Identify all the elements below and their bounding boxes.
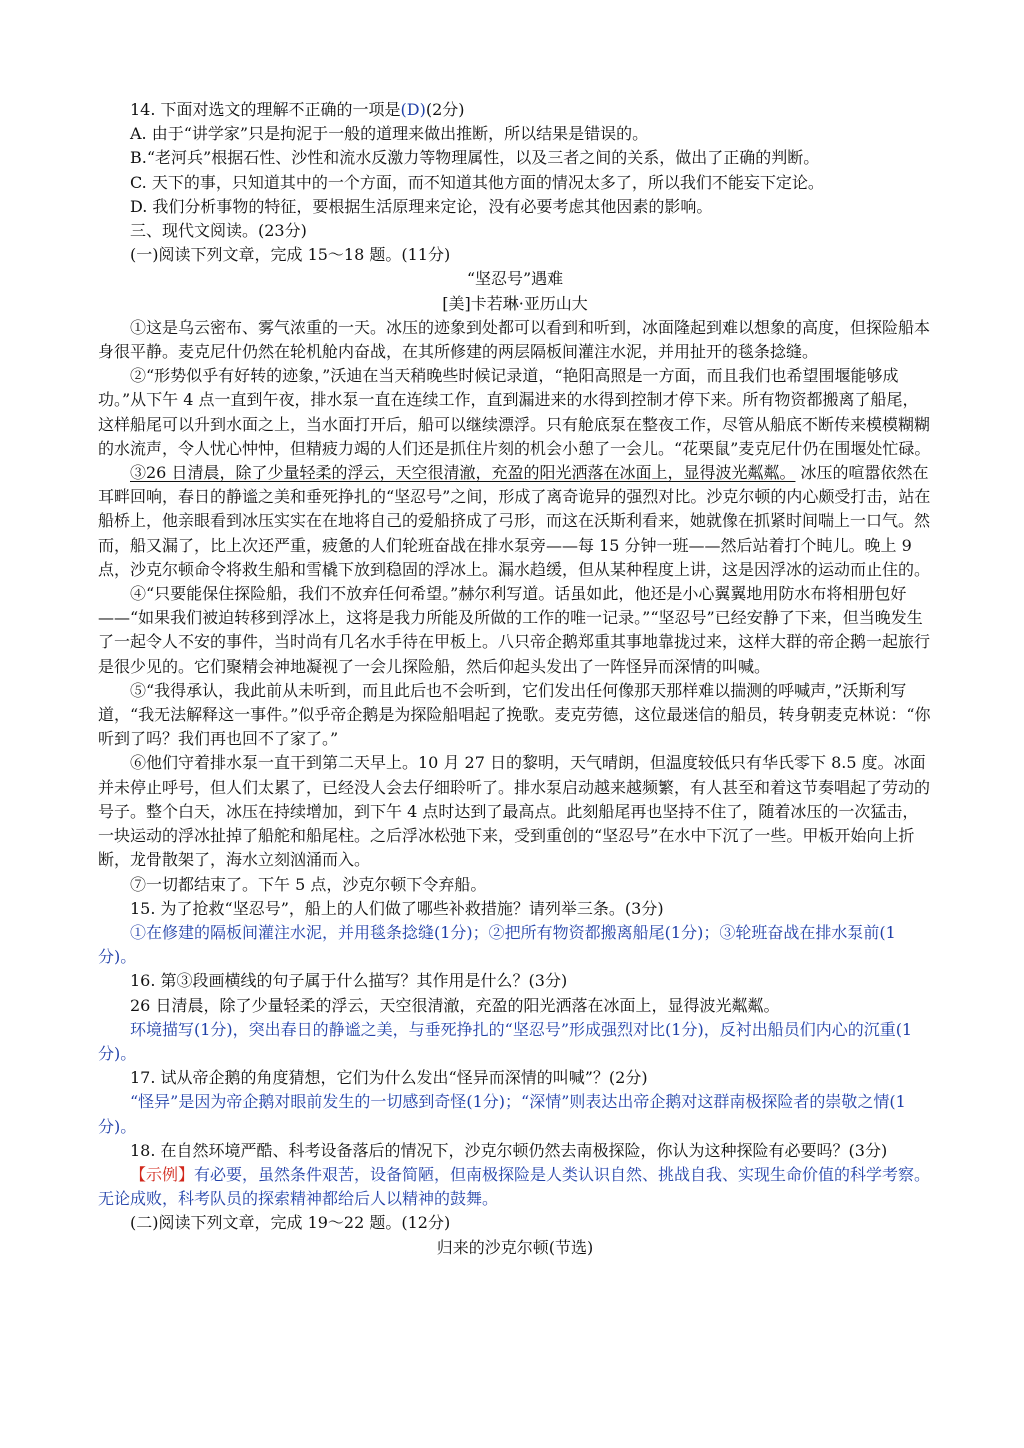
article1-author: [美]卡若琳·亚历山大 — [442, 293, 588, 313]
article1-paragraph-4: ④“只要能保住探险船，我们不放弃任何希望。”赫尔利写道。话虽如此，他还是小心翼翼地用防水布将相册包好——“如果我们被迫转移到浮冰上，这将是我力所能及所做的工作的唯一记录。”“坚忍号”已经安静了下来，但当晚发生了一起令人不安的事件，当时尚有几名水手待在甲板上。八只帝企鹅郑重其事地靠拢过来，这样大群的帝企鹅一起旅行是很少见的。它们聚精会神地凝视了一会儿探险船，然后仰起头发出了一阵怪异而深情的叫喊。 — [98, 584, 931, 676]
q16-stem: 16. 第③段画横线的句子属于什么描写？其作用是什么？(3分) — [130, 971, 568, 991]
article1-title: “坚忍号”遇难 — [466, 269, 564, 289]
q14-option-c: C. 天下的事，只知道其中的一个方面，而不知道其他方面的情况太多了，所以我们不能妄下定论。 — [130, 172, 824, 192]
q14-answer: (D) — [400, 100, 426, 119]
q18-answer: 【示例】有必要，虽然条件艰苦，设备简陋，但南极探险是人类认识自然、挑战自我、实现生命价值的科学考察。无论成败，科考队员的探索精神都给后人以精神的鼓舞。 — [98, 1164, 931, 1209]
q18-stem: 18. 在自然环境严酷、科考设备落后的情况下，沙克尔顿仍然去南极探险，你认为这种探险有必要吗？(3分) — [130, 1140, 888, 1160]
part2-heading: (二)阅读下列文章，完成 19～22 题。(12分) — [130, 1213, 451, 1233]
part2-title: 归来的沙克尔顿(节选) — [436, 1237, 594, 1257]
q14-option-a: A. 由于“讲学家”只是拘泥于一般的道理来做出推断，所以结果是错误的。 — [130, 124, 649, 144]
article1-paragraph-2: ②“形势似乎有好转的迹象，”沃迪在当天稍晚些时候记录道，“艳阳高照是一方面，而且我们也希望围堰能够成功。”从下午 4 点一直到午夜，排水泵一直在连续工作，直到漏进来的水得到控制才停下来。所有物资都搬离了船尾，这样船尾可以升到水面之上，当水面打开后，船可以继续漂浮。只有舱底泵在整夜工作，尽管从船底不断传来模模糊糊的水流声，令人忧心忡忡，但精疲力竭的人们还是抓住片刻的机会小憩了一会儿。“花栗鼠”麦克尼什仍在围堰处忙碌。 — [98, 366, 931, 458]
article1-paragraph-1: ①这是乌云密布、雾气浓重的一天。冰压的迹象到处都可以看到和听到，冰面隆起到难以想象的高度，但探险船本身很平静。麦克尼什仍然在轮机舱内奋战，在其所修建的两层隔板间灌注水泥，并用扯开的毯条捻缝。 — [98, 317, 931, 362]
article1-paragraph-6: ⑥他们守着排水泵一直干到第二天早上。10 月 27 日的黎明，天气晴朗，但温度较低只有华氏零下 8.5 度。冰面并未停止呼号，但人们太累了，已经没人会去仔细聆听了。排水泵启动越来越频繁，有人甚至和着这节奏唱起了劳动的号子。整个白天，冰压在持续增加，到下午 4 点时达到了最高点。此刻船尾再也坚持不住了，随着冰压的一次猛击，一块运动的浮冰扯掉了船舵和船尾柱。之后浮冰松弛下来，受到重创的“坚忍号”在水中下沉了一些。甲板开始向上折断，龙骨散架了，海水立刻汹涌而入。 — [98, 753, 931, 870]
article1-paragraph-3: ③26 日清晨，除了少量轻柔的浮云，天空很清澈，充盈的阳光洒落在冰面上，显得波光粼粼。 冰压的喧嚣依然在耳畔回响，春日的静谧之美和垂死挣扎的“坚忍号”之间，形成了离奇诡异的强烈对比。沙克尔顿的内心颇受打击，站在船桥上，他亲眼看到冰压实实在在地将自己的爱船挤成了弓形，而这在沃斯利看来，她就像在抓紧时间喘上一口气。然而，船又漏了，比上次还严重，疲惫的人们轮班奋战在排水泵旁——每 15 分钟一班——然后站着打个盹儿。晚上 9 点，沙克尔顿命令将救生船和雪橇下放到稳固的浮冰上。漏水趋缓，但从某种程度上讲，这是因浮冰的运动而止住的。 — [98, 463, 931, 579]
q14-stem: 14. 下面对选文的理解不正确的一项是(D)(2分) — [130, 100, 465, 119]
q18-example-tag: 【示例】 — [130, 1164, 195, 1184]
article1-paragraph-7: ⑦一切都结束了。下午 5 点，沙克尔顿下令弃船。 — [130, 874, 487, 894]
q15-stem: 15. 为了抢救“坚忍号”，船上的人们做了哪些补救措施？请列举三条。(3分) — [130, 898, 664, 918]
part1-heading: (一)阅读下列文章，完成 15～18 题。(11分) — [130, 245, 451, 265]
q14-option-b: B.“老河兵”根据石性、沙性和流水反激力等物理属性，以及三者之间的关系，做出了正确的判断。 — [130, 148, 820, 168]
underlined-sentence: ③26 日清晨，除了少量轻柔的浮云，天空很清澈，充盈的阳光洒落在冰面上，显得波光粼粼。 — [130, 463, 796, 483]
q17-answer: “怪异”是因为帝企鹅对眼前发生的一切感到奇怪(1分)；“深情”则表达出帝企鹅对这群南极探险者的崇敬之情(1分)。 — [98, 1092, 906, 1136]
q14-option-d: D. 我们分析事物的特征，要根据生活原理来定论，没有必要考虑其他因素的影响。 — [130, 196, 713, 216]
article1-paragraph-5: ⑤“我得承认，我此前从未听到，而且此后也不会听到，它们发出任何像那天那样难以揣测的呼喊声，”沃斯利写道，“我无法解释这一事件。”似乎帝企鹅是为探险船唱起了挽歌。麦克劳德，这位最迷信的船员，转身朝麦克林说：“你听到了吗？我们再也回不了家了。” — [98, 680, 931, 749]
q16-answer: 环境描写(1分)，突出春日的静谧之美，与垂死挣扎的“坚忍号”形成强烈对比(1分)，反衬出船员们内心的沉重(1分)。 — [98, 1019, 913, 1063]
q15-answer: ①在修建的隔板间灌注水泥，并用毯条捻缝(1分)；②把所有物资都搬离船尾(1分)；③轮班奋战在排水泵前(1分)。 — [98, 922, 896, 967]
q16-quote: 26 日清晨，除了少量轻柔的浮云，天空很清澈，充盈的阳光洒落在冰面上，显得波光粼粼。 — [130, 995, 780, 1015]
section3-heading: 三、现代文阅读。(23分) — [130, 221, 307, 241]
q17-stem: 17. 试从帝企鹅的角度猜想，它们为什么发出“怪异而深情的叫喊”？(2分) — [130, 1068, 648, 1088]
